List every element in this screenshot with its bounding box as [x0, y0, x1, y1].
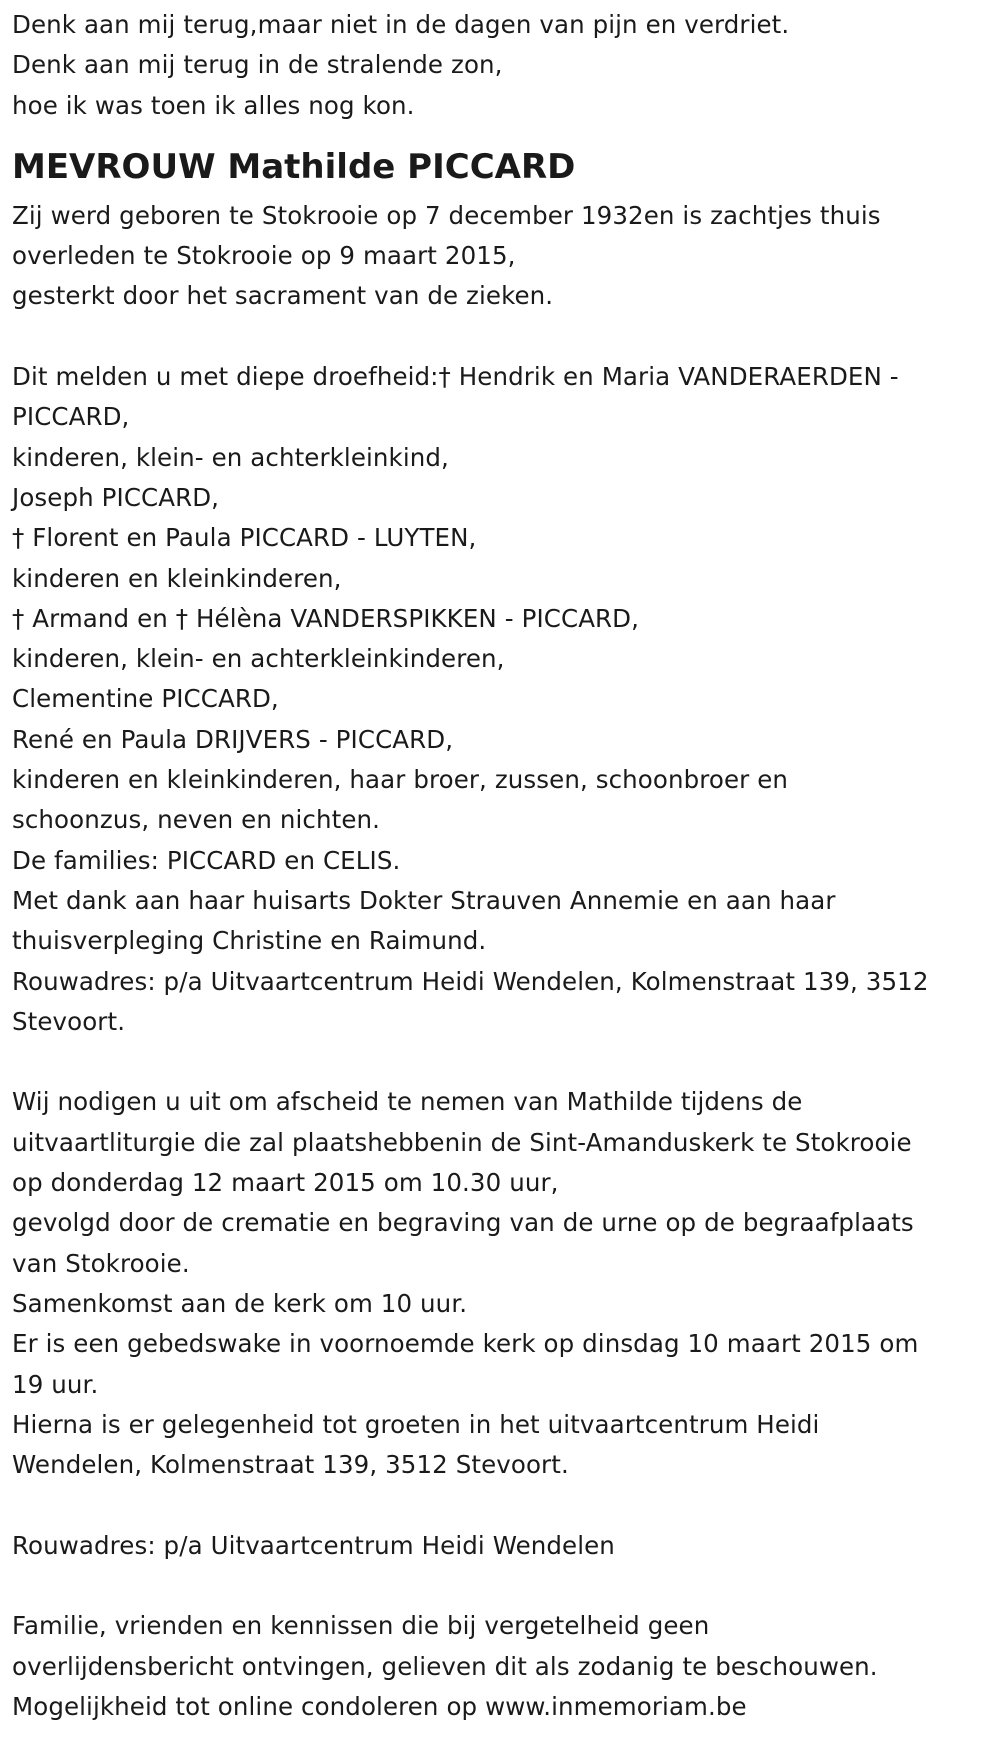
text-line: Stevoort. — [12, 1006, 126, 1036]
poem-line: Denk aan mij terug,maar niet in de dagen van pijn en verdriet. — [12, 10, 790, 39]
text-line: uitvaartliturgie die zal plaatshebbenin de Sint-Amanduskerk te Stokrooie — [12, 1127, 912, 1157]
text-line: Dit melden u met diepe droefheid:† Hendrik en Maria VANDERAERDEN - — [12, 362, 899, 392]
poem-line: Denk aan mij terug in de stralende zon, — [12, 50, 503, 80]
text-line: † Florent en Paula PICCARD - LUYTEN, — [12, 523, 477, 553]
text-line: kinderen en kleinkinderen, haar broer, zussen, schoonbroer en — [12, 765, 789, 795]
text-line: 19 uur. — [12, 1369, 99, 1399]
text-line: René en Paula DRIJVERS - PICCARD, — [12, 724, 454, 754]
text-line: Mogelijkheid tot online condoleren op www.inmemoriam.be — [12, 1691, 747, 1721]
text-line: kinderen, klein- en achterkleinkind, — [12, 442, 449, 472]
spacer — [12, 126, 988, 138]
poem-section — [12, 5, 988, 126]
text-line: overleden te Stokrooie op 9 maart 2015, — [12, 241, 516, 271]
text-line: Wendelen, Kolmenstraat 139, 3512 Stevoort. — [12, 1450, 569, 1480]
text-line: Er is een gebedswake in voornoemde kerk op dinsdag 10 maart 2015 om — [12, 1329, 919, 1359]
family-section — [12, 357, 988, 1042]
closing-section — [12, 1606, 988, 1727]
birth-death-section — [12, 196, 988, 317]
text-line: kinderen en kleinkinderen, — [12, 563, 342, 593]
poem-line: hoe ik was toen ik alles nog kon. — [12, 90, 415, 120]
text-line: PICCARD, — [12, 402, 130, 432]
text-line: op donderdag 12 maart 2015 om 10.30 uur, — [12, 1168, 559, 1198]
text-line: kinderen, klein- en achterkleinkinderen, — [12, 644, 505, 674]
text-line: Rouwadres: p/a Uitvaartcentrum Heidi Wendelen — [12, 1530, 615, 1560]
deceased-name-title: MEVROUW Mathilde PICCARD — [12, 146, 576, 187]
text-line: gesterkt door het sacrament van de zieken. — [12, 281, 554, 311]
invitation-section — [12, 1082, 988, 1485]
spacer — [12, 1042, 988, 1082]
text-line: Hierna is er gelegenheid tot groeten in het uitvaartcentrum Heidi — [12, 1409, 820, 1439]
text-line: Familie, vrienden en kennissen die bij vergetelheid geen — [12, 1611, 710, 1641]
address-section — [12, 1526, 988, 1566]
text-line: thuisverpleging Christine en Raimund. — [12, 926, 487, 956]
text-line: van Stokrooie. — [12, 1248, 190, 1278]
text-line: † Armand en † Hélèna VANDERSPIKKEN - PICCARD, — [12, 603, 640, 633]
spacer — [12, 1566, 988, 1606]
text-line: Met dank aan haar huisarts Dokter Strauven Annemie en aan haar — [12, 885, 836, 915]
text-line: overlijdensbericht ontvingen, gelieven dit als zodanig te beschouwen. — [12, 1651, 878, 1681]
text-line: Joseph PICCARD, — [12, 482, 220, 512]
text-line: Wij nodigen u uit om afscheid te nemen van Mathilde tijdens de — [12, 1087, 803, 1117]
text-line: Zij werd geboren te Stokrooie op 7 december 1932en is zachtjes thuis — [12, 200, 881, 230]
text-line: gevolgd door de crematie en begraving van de urne op de begraafplaats — [12, 1208, 914, 1238]
spacer — [12, 317, 988, 357]
text-line: schoonzus, neven en nichten. — [12, 805, 381, 835]
text-line: De families: PICCARD en CELIS. — [12, 845, 401, 875]
text-line: Rouwadres: p/a Uitvaartcentrum Heidi Wendelen, Kolmenstraat 139, 3512 — [12, 966, 929, 996]
spacer — [12, 1485, 988, 1525]
text-line: Clementine PICCARD, — [12, 684, 279, 714]
text-line: Samenkomst aan de kerk om 10 uur. — [12, 1288, 468, 1318]
